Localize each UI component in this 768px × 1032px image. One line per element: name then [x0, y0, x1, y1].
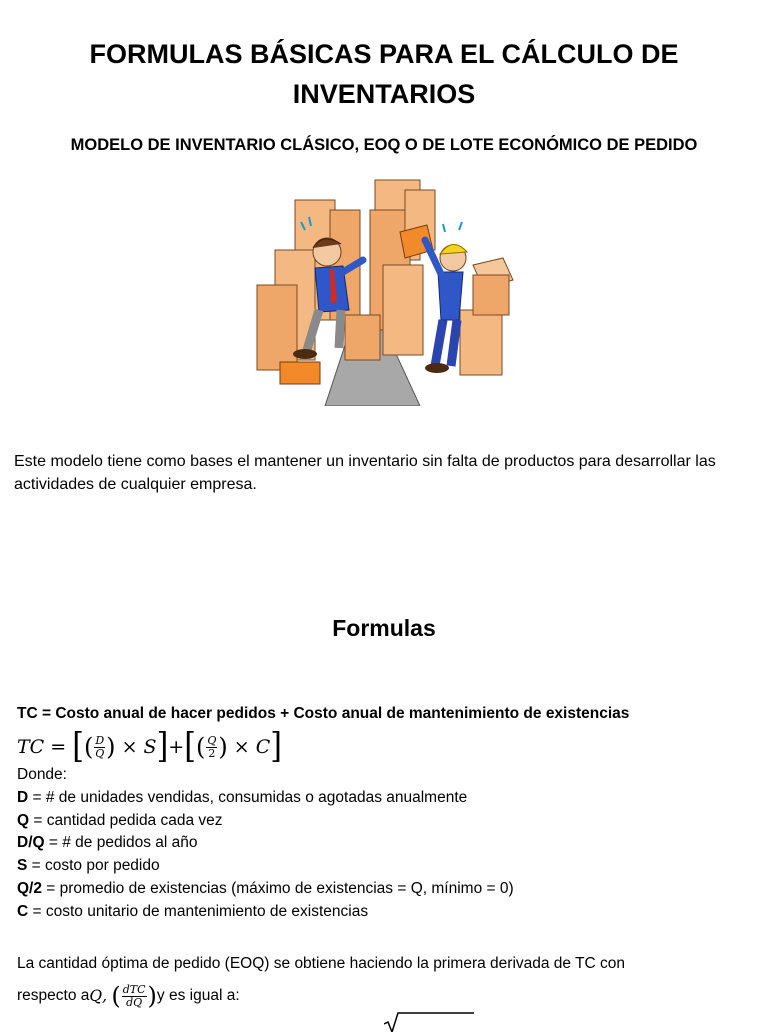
- donde-label: Donde:: [17, 766, 67, 783]
- plus-sign: +: [168, 736, 185, 758]
- eoq-line-1: La cantidad óptima de pedido (EOQ) se obtiene haciendo la primera derivada de TC con: [17, 955, 626, 972]
- sqrt-sign-partial: [384, 1012, 474, 1032]
- definition-item: D = # de unidades vendidas, consumidas o agotadas anualmente: [17, 788, 468, 806]
- page-title: FORMULAS BÁSICAS PARA EL CÁLCULO DE INVENTARIOS: [89, 39, 679, 109]
- eoq-paragraph: [17, 948, 737, 1012]
- derivative-fraction: $\frac{\text{dTC}}{dQ}$: [122, 982, 146, 1009]
- definition-item: Q/2 = promedio de existencias (máximo de existencias = Q, mínimo = 0): [17, 879, 514, 897]
- eoq-q-variable: Q: [89, 987, 103, 1005]
- intro-paragraph: Este modelo tiene como bases el mantener un inventario sin falta de productos para desarrollar las actividades de cualquier empresa.: [14, 453, 716, 493]
- definition-item: C = costo unitario de mantenimiento de existencias: [17, 902, 369, 920]
- definition-item: S = costo por pedido: [17, 857, 160, 875]
- page-subtitle: MODELO DE INVENTARIO CLÁSICO, EOQ O DE LOTE ECONÓMICO DE PEDIDO: [70, 136, 698, 154]
- warehouse-workers-illustration: [245, 170, 525, 406]
- times-sign-2: ×: [233, 736, 250, 758]
- fraction-q-over-2: $\frac{Q}{2}$: [207, 733, 217, 760]
- tc-lhs: TC: [17, 736, 45, 758]
- tc-c: C: [255, 736, 271, 758]
- tc-formula: TC = [ ( $\frac{D}{Q}$ ) × S ] + [ ( $\frac{Q}{2}$ ) × C ]: [17, 726, 282, 767]
- tc-s: S: [143, 736, 157, 758]
- tc-definition: TC = Costo anual de hacer pedidos + Costo anual de mantenimiento de existencias: [17, 705, 630, 722]
- fraction-d-over-q: $\frac{D}{Q}$: [95, 733, 105, 760]
- eoq-line-2: respecto a Q , ( $\frac{\text{dTC}}{dQ}$ ) y es igual a:: [17, 982, 240, 1010]
- times-sign: ×: [121, 736, 138, 758]
- definitions-list: [17, 764, 514, 924]
- tc-equals: =: [50, 736, 67, 758]
- formulas-heading: Formulas: [332, 615, 436, 641]
- definition-item: D/Q = # de pedidos al año: [17, 834, 198, 852]
- definition-item: Q = cantidad pedida cada vez: [17, 811, 223, 829]
